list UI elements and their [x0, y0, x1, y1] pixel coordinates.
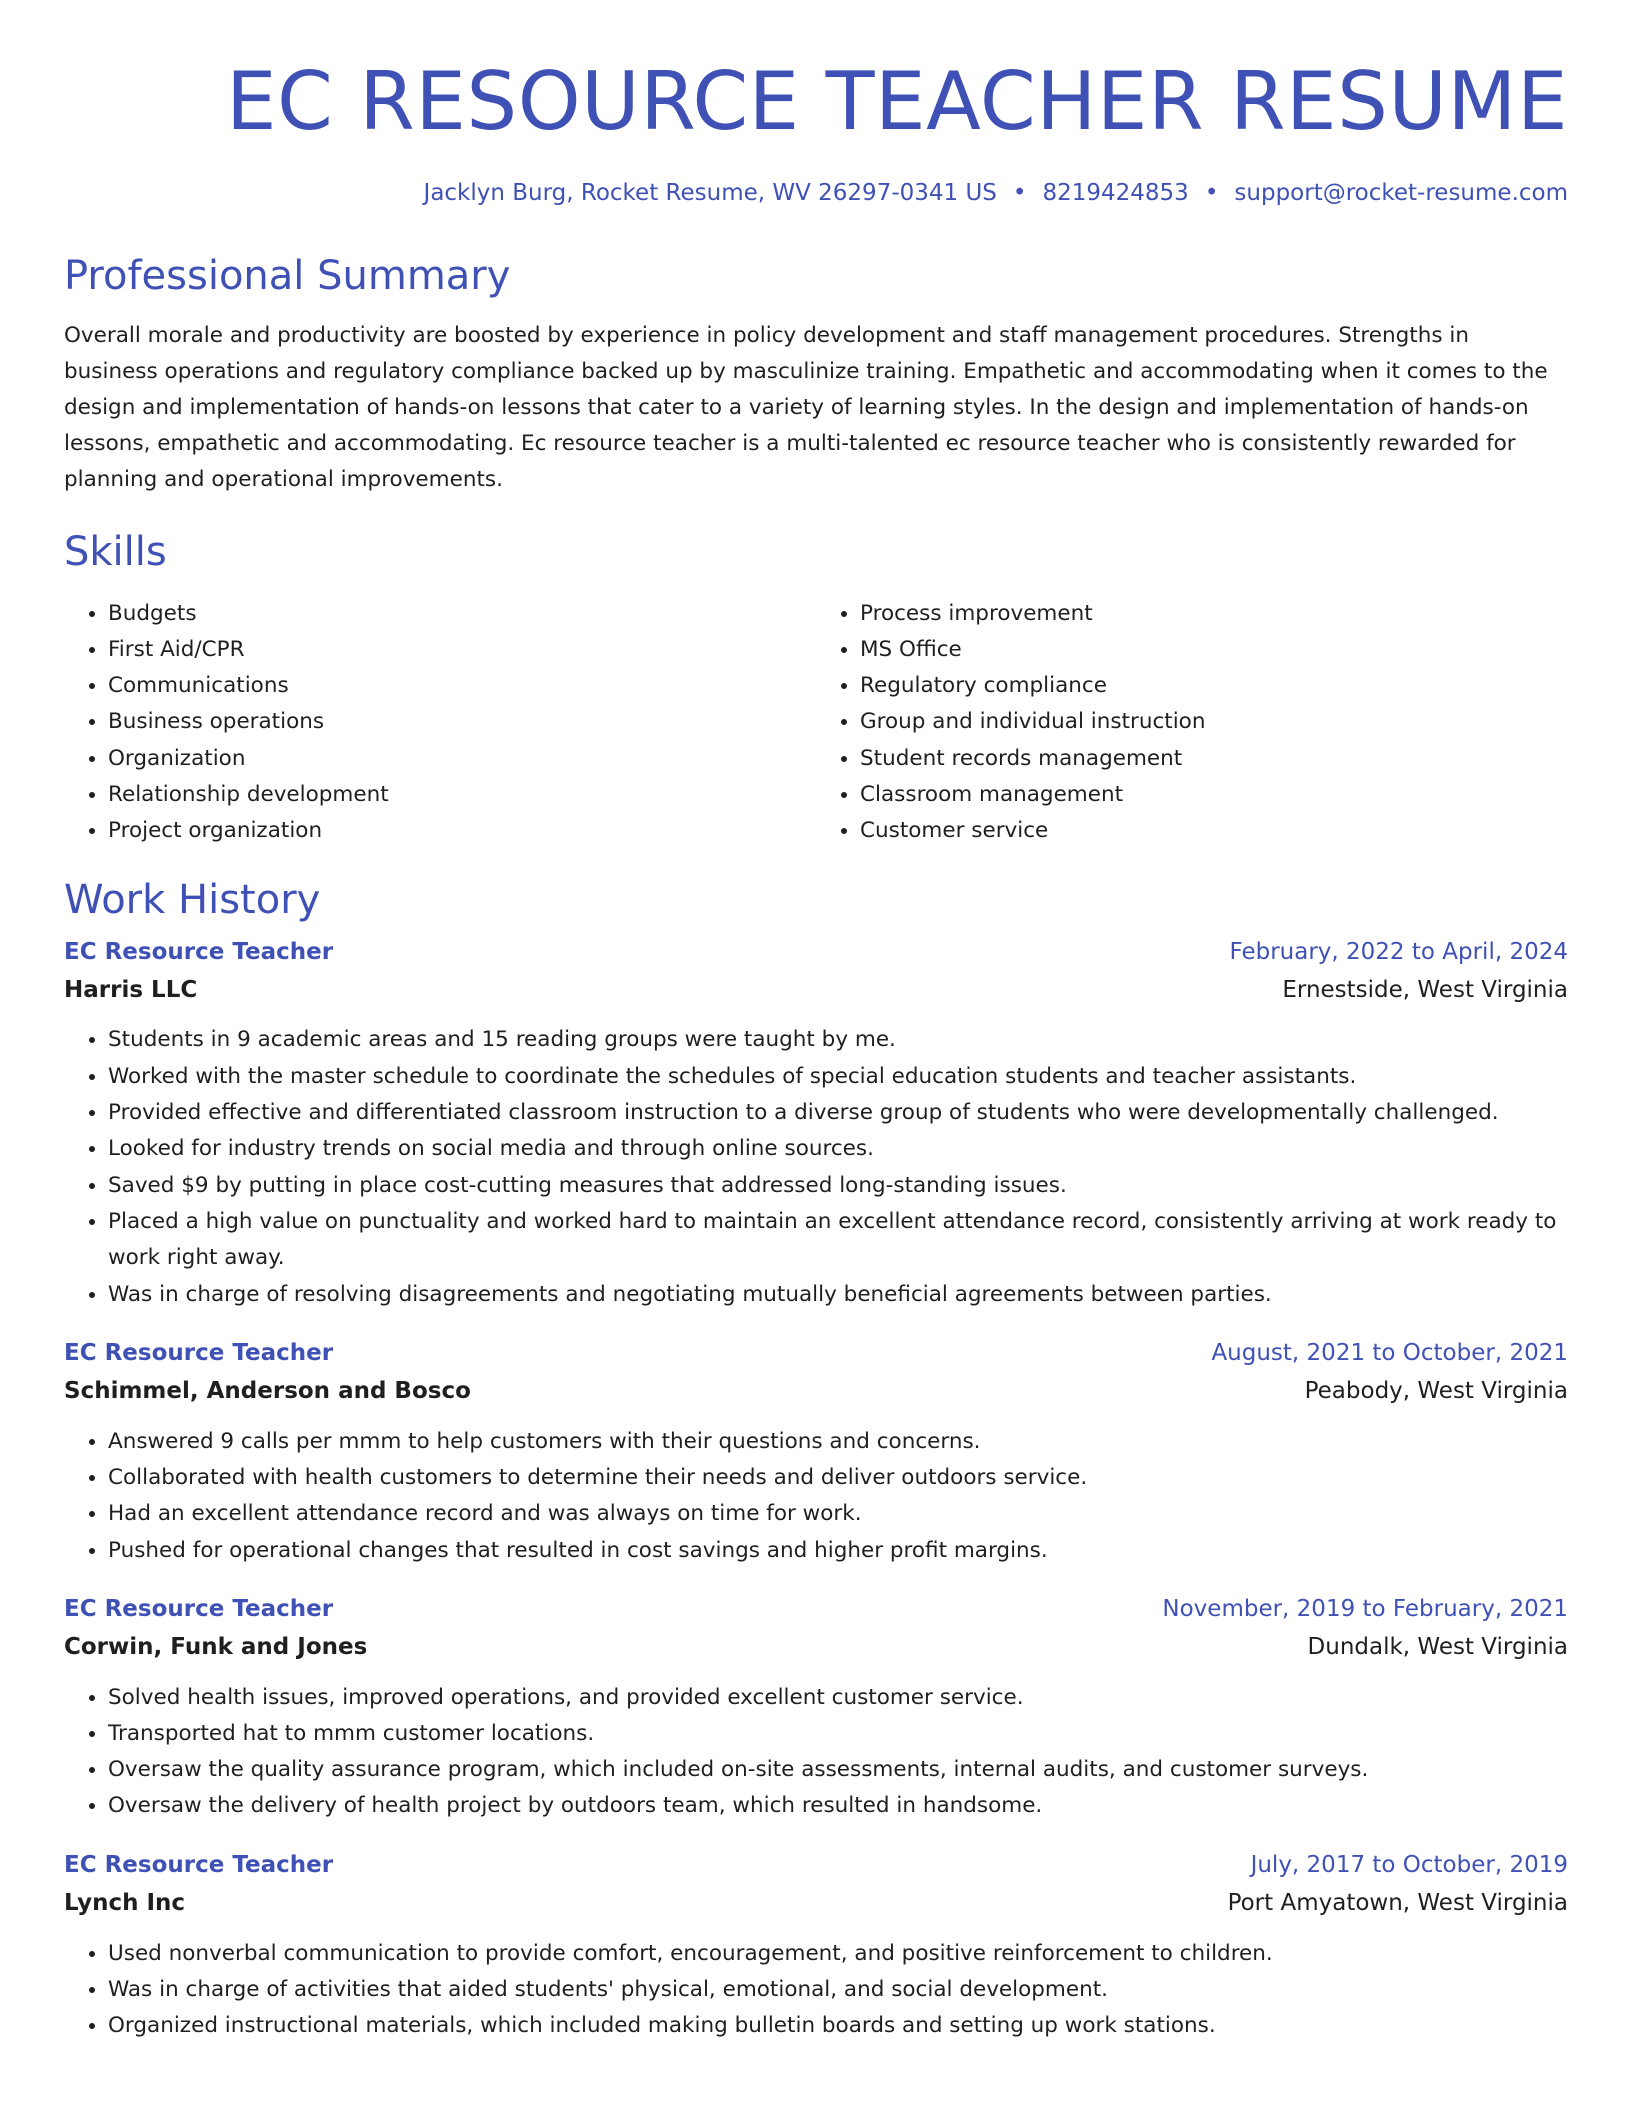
skill-item: • Business operations: [108, 704, 816, 740]
job-bullet: • Had an excellent attendance record and was always on time for work.: [108, 1496, 1568, 1532]
job-company: Lynch Inc: [64, 1889, 186, 1916]
job-bullets: [64, 1680, 1568, 1825]
job-entry: [64, 1851, 1568, 2045]
job-location: Port Amyatown, West Virginia: [1227, 1889, 1568, 1916]
work-history-heading: Work History: [64, 876, 321, 923]
contact-separator: •: [1012, 180, 1027, 206]
skill-item: • Communications: [108, 668, 816, 704]
skill-item: • Group and individual instruction: [860, 704, 1568, 740]
job-bullet: • Answered 9 calls per mmm to help customers with their questions and concerns.: [108, 1424, 1568, 1460]
job-company: Schimmel, Anderson and Bosco: [64, 1377, 471, 1404]
job-subheader: [64, 976, 1568, 1006]
job-bullet: • Saved $9 by putting in place cost-cutting measures that addressed long-standing issues.: [108, 1168, 1568, 1204]
skill-item: • MS Office: [860, 632, 1568, 668]
job-bullet: • Transported hat to mmm customer locations.: [108, 1716, 1568, 1752]
job-location: Ernestside, West Virginia: [1282, 976, 1568, 1003]
job-header: [64, 1851, 1568, 1881]
job-subheader: [64, 1633, 1568, 1663]
job-subheader: [64, 1889, 1568, 1919]
skill-item: • Customer service: [860, 813, 1568, 849]
job-bullet: • Provided effective and differentiated classroom instruction to a diverse group of students who were developmentally challenged.: [108, 1095, 1568, 1131]
job-bullet: • Used nonverbal communication to provide comfort, encouragement, and positive reinforcement to children.: [108, 1936, 1568, 1972]
skills-list: [64, 596, 1568, 850]
skill-item: • First Aid/CPR: [108, 632, 816, 668]
job-bullets: [64, 1936, 1568, 2045]
job-dates: November, 2019 to February, 2021: [1162, 1595, 1568, 1622]
job-entry: [64, 1595, 1568, 1825]
job-header: [64, 1339, 1568, 1369]
job-bullet: • Was in charge of resolving disagreements and negotiating mutually beneficial agreements between parties.: [108, 1277, 1568, 1313]
skills-column-right: [816, 596, 1568, 850]
job-company: Harris LLC: [64, 976, 198, 1003]
skill-item: • Classroom management: [860, 777, 1568, 813]
contact-separator: •: [1204, 180, 1219, 206]
job-entry: [64, 938, 1568, 1313]
job-bullet: • Organized instructional materials, which included making bulletin boards and setting up work stations.: [108, 2008, 1568, 2044]
job-header: [64, 1595, 1568, 1625]
job-role: EC Resource Teacher: [64, 938, 334, 965]
job-bullet: • Looked for industry trends on social media and through online sources.: [108, 1131, 1568, 1167]
job-subheader: [64, 1377, 1568, 1407]
job-location: Dundalk, West Virginia: [1307, 1633, 1568, 1660]
job-bullet: • Oversaw the quality assurance program, which included on-site assessments, internal audits, and customer surveys.: [108, 1752, 1568, 1788]
job-role: EC Resource Teacher: [64, 1595, 334, 1622]
job-dates: July, 2017 to October, 2019: [1250, 1851, 1568, 1878]
contact-line: [64, 180, 1568, 208]
summary-heading: Professional Summary: [64, 252, 511, 299]
job-location: Peabody, West Virginia: [1304, 1377, 1568, 1404]
skill-item: • Organization: [108, 741, 816, 777]
job-bullet: • Students in 9 academic areas and 15 reading groups were taught by me.: [108, 1022, 1568, 1058]
job-bullets: [64, 1022, 1568, 1312]
job-company: Corwin, Funk and Jones: [64, 1633, 368, 1660]
skill-item: • Project organization: [108, 813, 816, 849]
job-entry: [64, 1339, 1568, 1569]
job-dates: August, 2021 to October, 2021: [1211, 1339, 1568, 1366]
job-bullet: • Oversaw the delivery of health project by outdoors team, which resulted in handsome.: [108, 1788, 1568, 1824]
skill-item: • Regulatory compliance: [860, 668, 1568, 704]
skills-column-left: [64, 596, 816, 850]
contact-email: support@rocket-resume.com: [1234, 180, 1568, 206]
resume-title: EC RESOURCE TEACHER RESUME: [225, 55, 1568, 148]
contact-phone: 8219424853: [1042, 180, 1189, 206]
job-header: [64, 938, 1568, 968]
summary-text: Overall morale and productivity are boosted by experience in policy development and staff management procedures. Strengths in business operations and regulatory compliance backed up by masculinize training. Empathetic and accommodating when it comes to the design and implementation of hands-on lessons that cater to a variety of learning styles. In the design and implementation of hands-on lessons, empathetic and accommodating. Ec resource teacher is a multi-talented ec resource teacher who is consistently rewarded for planning and operational improvements.: [64, 322, 1548, 492]
job-bullet: • Collaborated with health customers to determine their needs and deliver outdoors service.: [108, 1460, 1568, 1496]
job-role: EC Resource Teacher: [64, 1339, 334, 1366]
skill-item: • Student records management: [860, 741, 1568, 777]
job-bullet: • Pushed for operational changes that resulted in cost savings and higher profit margins.: [108, 1533, 1568, 1569]
skills-heading: Skills: [64, 528, 167, 575]
job-bullet: • Placed a high value on punctuality and worked hard to maintain an excellent attendance record, consistently arriving at work ready to work right away.: [108, 1204, 1568, 1277]
job-role: EC Resource Teacher: [64, 1851, 334, 1878]
contact-address: Jacklyn Burg, Rocket Resume, WV 26297-0341 US: [423, 180, 997, 206]
job-dates: February, 2022 to April, 2024: [1229, 938, 1568, 965]
job-bullet: • Was in charge of activities that aided students' physical, emotional, and social development.: [108, 1972, 1568, 2008]
job-bullet: • Solved health issues, improved operations, and provided excellent customer service.: [108, 1680, 1568, 1716]
job-bullet: • Worked with the master schedule to coordinate the schedules of special education students and teacher assistants.: [108, 1059, 1568, 1095]
skill-item: • Process improvement: [860, 596, 1568, 632]
skill-item: • Relationship development: [108, 777, 816, 813]
job-bullets: [64, 1424, 1568, 1569]
skill-item: • Budgets: [108, 596, 816, 632]
